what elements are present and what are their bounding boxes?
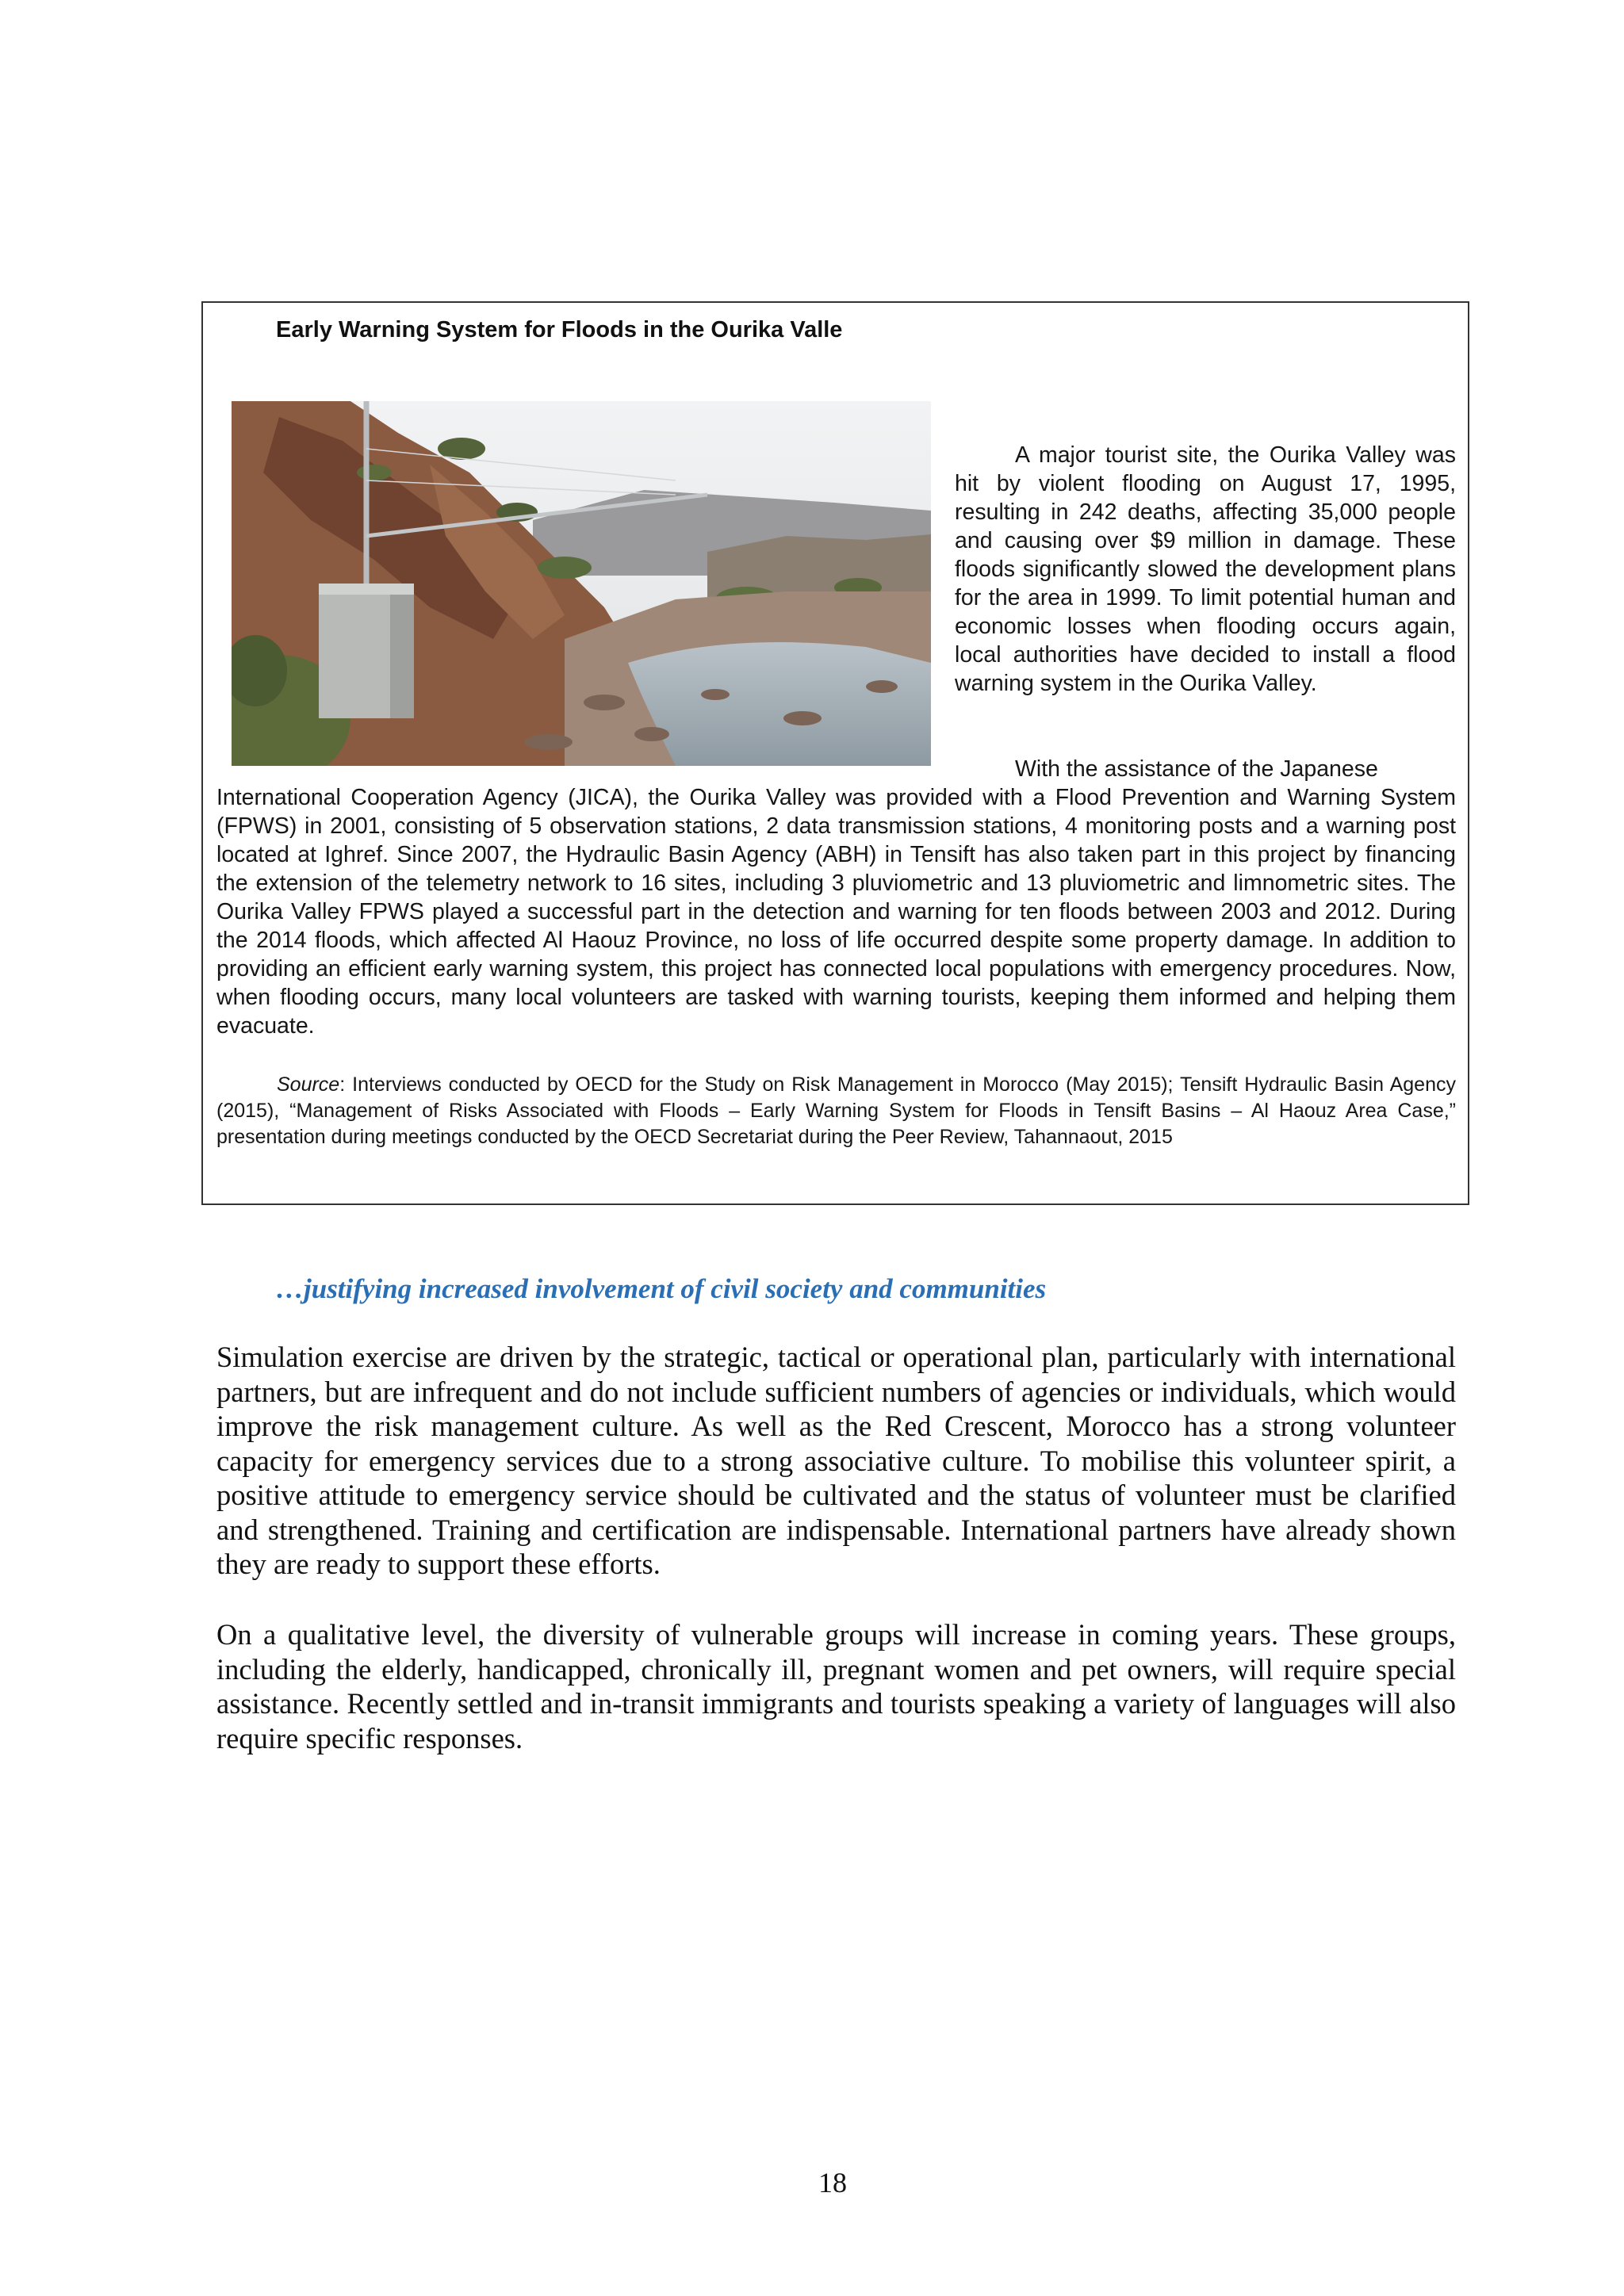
box-title: Early Warning System for Floods in the Ourika Valle <box>276 317 843 342</box>
flood-warning-station-photo <box>232 401 931 766</box>
page-number: 18 <box>818 2167 847 2198</box>
box-source <box>216 1072 1456 1150</box>
box-paragraph-1: A major tourist site, the Ourika Valley was hit by violent flooding on August 17, 1995, resulting in 242 deaths, affecting 35,000 people and causing over $9 million in damage. These floods significantly slowed the development plans for the area in 1999. To limit potential human and economic losses when flooding occurs again, local authorities have decided to install a flood warning system in the Ourika Valley. <box>955 442 1456 696</box>
body-paragraph-1: Simulation exercise are driven by the strategic, tactical or operational plan, particularly with international partners, but are infrequent and do not include sufficient numbers of agencies or individuals, which would improve the risk management culture. As well as the Red Crescent, Morocco has a strong volunteer capacity for emergency services due to a strong associative culture. To mobilise this volunteer spirit, a positive attitude to emergency service should be cultivated and the status of volunteer must be clarified and strengthened. Training and certification are indispensable. International partners have already shown they are ready to support these efforts. <box>216 1341 1456 1580</box>
box-paragraph-2: International Cooperation Agency (JICA), the Ourika Valley was provided with a Flood Prevention and Warning System (FPWS) in 2001, consisting of 5 observation stations, 2 data transmission stations, 4 monitoring posts and a warning post located at Ighref. Since 2007, the Hydraulic Basin Agency (ABH) in Tensift has also taken part in this project by financing the extension of the telemetry network to 16 sites, including 3 pluviometric and 13 pluviometric and limnometric sites. The Ourika Valley FPWS played a successful part in the detection and warning for ten floods between 2003 and 2012. During the 2014 floods, which affected Al Haouz Province, no loss of life occurred despite some property damage. In addition to providing an efficient early warning system, this project has connected local populations with emergency procedures. Now, when flooding occurs, many local volunteers are tasked with warning tourists, keeping them informed and helping them evacuate. <box>216 785 1456 1039</box>
source-text: : Interviews conducted by OECD for the Study on Risk Management in Morocco (May 2015); Tensift Hydraulic Basin Agency (2015), “Management of Risks Associated with Floods – Early Warning System for Floods in Tensift Basins – Al Haouz Area Case,” presentation during meetings conducted by the OECD Secretariat during the Peer Review, Tahannaout, 2015 <box>216 1073 1456 1148</box>
body-paragraph-2: On a qualitative level, the diversity of vulnerable groups will increase in coming years. These groups, including the elderly, handicapped, chronically ill, pregnant women and pet owners, will require special assistance. Recently settled and in-transit immigrants and tourists speaking a variety of languages will also require specific responses. <box>216 1618 1456 1755</box>
source-label: Source <box>277 1073 340 1096</box>
section-heading: …justifying increased involvement of civil society and communities <box>276 1273 1047 1304</box>
box-paragraph-2-lead: With the assistance of the Japanese <box>1015 756 1378 782</box>
